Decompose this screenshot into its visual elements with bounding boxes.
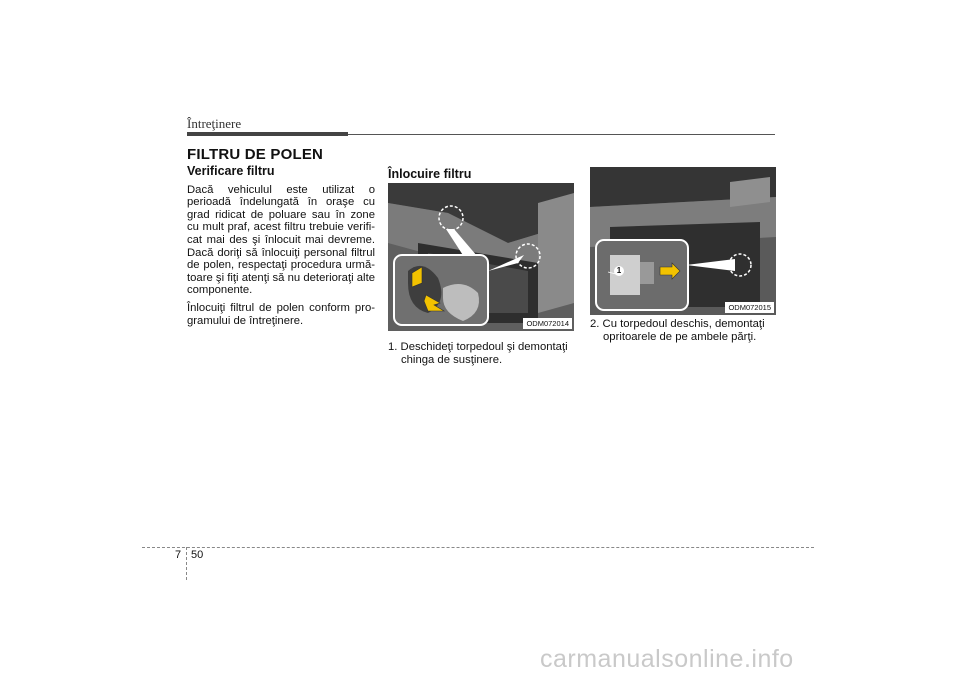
step-2 [590, 318, 776, 343]
chapter-title: Întreţinere [187, 116, 242, 131]
step-2-line-1: 2. Cu torpedoul deschis, demontaţi [590, 318, 765, 330]
page-number: 50 [191, 549, 204, 561]
figure-glovebox-strap [388, 183, 574, 331]
figure-code-2: ODM072015 [725, 302, 774, 313]
glovebox-illustration [388, 183, 574, 331]
paragraph-check-filter: Dacă vehiculul este utilizat o perioadă îndelungată în oraşe cu grad ridicat de poluare sau în zone cu mult praf, acest filtru trebuie verifi-cat mai des şi înlocuit mai devreme. Dacă doriţi să înlocuiţi personal filtrul de polen, respectaţi procedura urmă-toare şi fiţi atenţi să nu deterioraţi alte componente. [187, 183, 375, 297]
paragraph-replace-schedule: Înlocuiţi filtrul de polen conform pro-gramului de întreţinere. [187, 301, 375, 327]
subheading-replace-filter: Înlocuire filtru [388, 167, 472, 181]
step-1-line-1: 1. Deschideţi torpedoul şi demontaţi [388, 341, 568, 353]
callout-number: 1 [614, 266, 624, 276]
step-2-line-2: opritoarele de pe ambele părţi. [603, 330, 757, 343]
footer-dashed-rule [142, 547, 814, 548]
chapter-number: 7 [175, 549, 182, 561]
stoppers-illustration [590, 167, 776, 315]
figure-glovebox-stoppers [590, 167, 776, 315]
figure-code-1: ODM072014 [523, 318, 572, 329]
section-title: FILTRU DE POLEN [187, 146, 324, 163]
column-1 [187, 165, 375, 332]
watermark: carmanualsonline.info [540, 645, 794, 673]
header-rule-thick [187, 132, 348, 136]
subheading-check-filter: Verificare filtru [187, 164, 275, 178]
step-1 [388, 341, 574, 366]
footer-dashed-divider [186, 547, 187, 580]
step-1-line-2: chinga de susţinere. [401, 353, 503, 366]
